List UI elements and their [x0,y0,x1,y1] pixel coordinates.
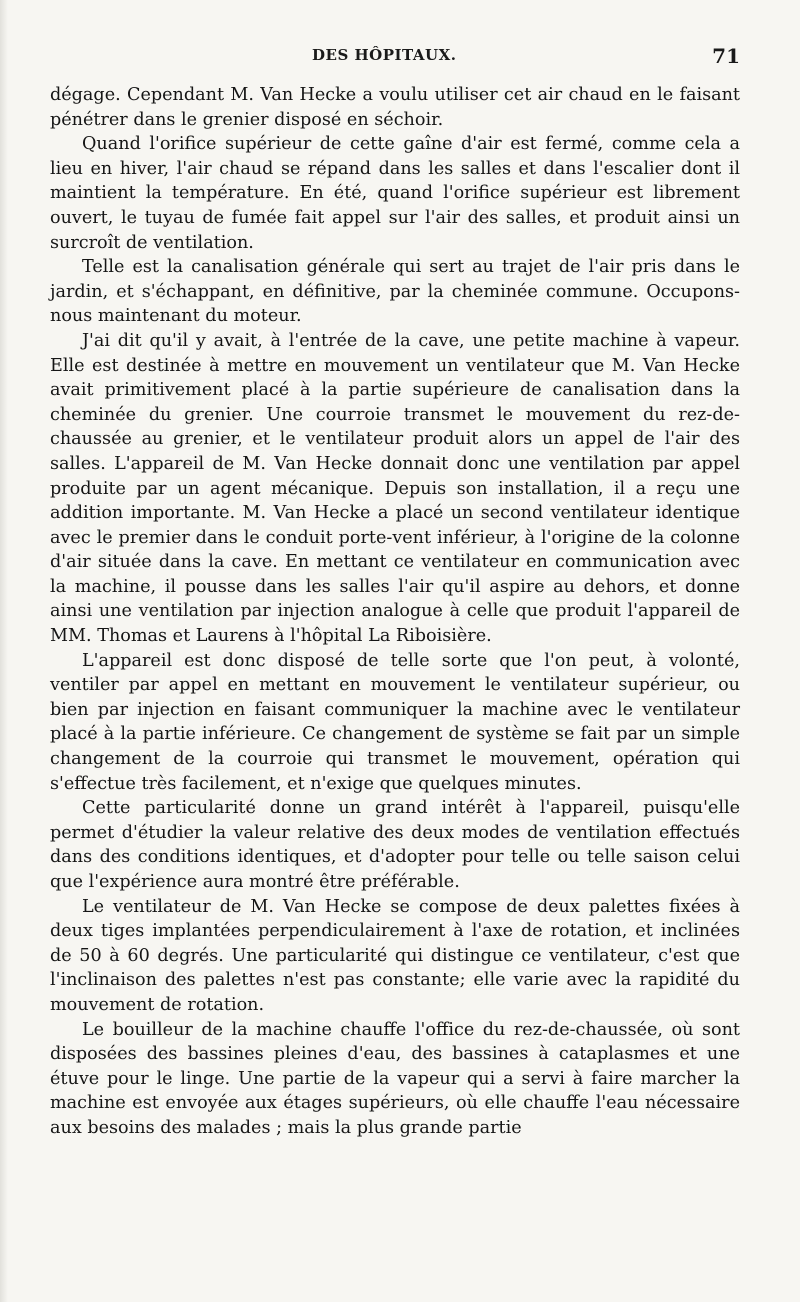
page-edge-shadow [0,0,8,1302]
paragraph-8: Le bouilleur de la machine chauffe l'office du rez-de-chaussée, où sont disposées des bassines pleines d'eau, des bassines à cataplasmes et une étuve pour le linge. Une partie de la vapeur qui a servi à faire marcher la machine est envoyée aux étages supérieurs, où elle chauffe l'eau nécessaire aux besoins des malades ; mais la plus grande partie [50,1019,740,1138]
page-number: 71 [712,44,740,68]
body-text [50,83,740,1141]
paragraph-5: L'appareil est donc disposé de telle sorte que l'on peut, à volonté, ventiler par appel en mettant en mouvement le ventilateur supérieur, ou bien par injection en faisant communiquer la machine avec le ventilateur placé à la partie inférieure. Ce changement de système se fait par un simple changement de la courroie qui transmet le mouvement, opération qui s'effectue très facilement, et n'exige que quelques minutes. [50,650,740,794]
paragraph-6: Cette particularité donne un grand intérêt à l'appareil, puisqu'elle permet d'étudier la valeur relative des deux modes de ventilation effectués dans des conditions identiques, et d'adopter pour telle ou telle saison celui que l'expérience aura montré être préférable. [50,798,740,892]
paragraph-3: Telle est la canalisation générale qui sert au trajet de l'air pris dans le jardin, et s'échappant, en définitive, par la cheminée commune. Occupons-nous maintenant du moteur. [50,257,740,327]
paragraph-1: dégage. Cependant M. Van Hecke a voulu utiliser cet air chaud en le faisant pénétrer dans le grenier disposé en séchoir. [50,85,740,130]
paragraph-7: Le ventilateur de M. Van Hecke se compose de deux palettes fixées à deux tiges implantées perpendiculairement à l'axe de rotation, et inclinées de 50 à 60 degrés. Une particularité qui distingue ce ventilateur, c'est que l'inclinaison des palettes n'est pas constante; elle varie avec la rapidité du mouvement de rotation. [50,896,740,1015]
running-header [50,44,740,74]
paragraph-4: J'ai dit qu'il y avait, à l'entrée de la cave, une petite machine à vapeur. Elle est destinée à mettre en mouvement un ventilateur que M. Van Hecke avait primitivement placé à la partie supérieure de canalisation dans la cheminée du grenier. Une courroie transmet le mouvement du rez-de-chaussée au grenier, et le ventilateur produit alors un appel de l'air des salles. L'appareil de M. Van Hecke donnait donc une ventilation par appel produite par un agent mécanique. Depuis son installation, il a reçu une addition importante. M. Van Hecke a placé un second ventilateur identique avec le premier dans le conduit porte-vent inférieur, à l'origine de la colonne d'air située dans la cave. En mettant ce ventilateur en communication avec la machine, il pousse dans les salles l'air qu'il aspire au dehors, et donne ainsi une ventilation par injection analogue à celle que produit l'appareil de MM. Thomas et Laurens à l'hôpital La Riboisière. [50,330,740,647]
paragraph-2: Quand l'orifice supérieur de cette gaîne d'air est fermé, comme cela a lieu en hiver, l'air chaud se répand dans les salles et dans l'escalier dont il maintient la température. En été, quand l'orifice supérieur est librement ouvert, le tuyau de fumée fait appel sur l'air des salles, et produit ainsi un surcroît de ventilation. [50,134,740,253]
running-title: DES HÔPITAUX. [312,46,457,64]
